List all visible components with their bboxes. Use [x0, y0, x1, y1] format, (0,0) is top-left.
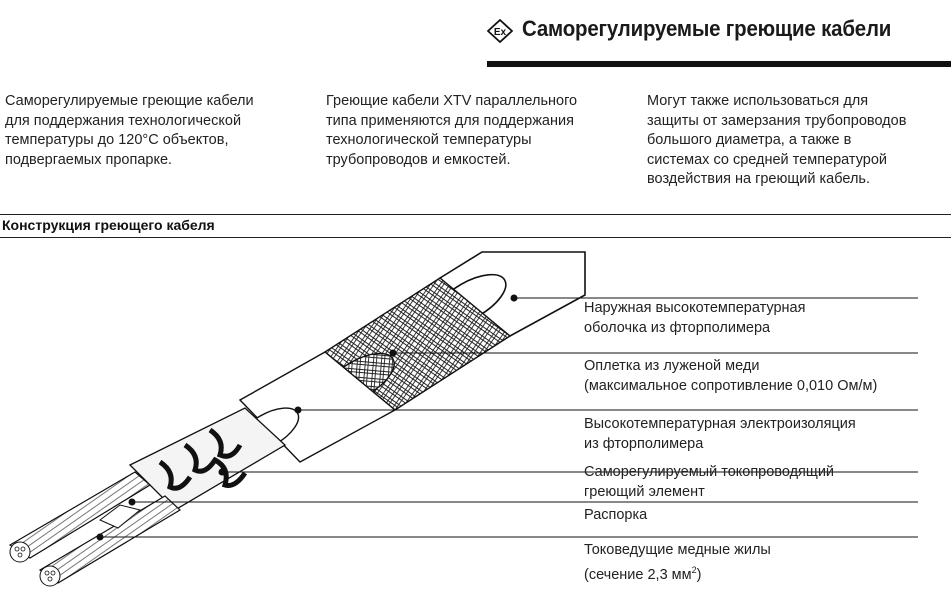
label-conductors: Токоведущие медные жилы (сечение 2,3 $мм^2$)	[584, 542, 771, 583]
label-heating-element: Саморегулируемый токопроводящий греющий элемент	[584, 464, 835, 500]
ex-explosion-proof-icon	[487, 19, 513, 43]
label-spacer: Распорка	[584, 507, 648, 523]
label-outer-jacket: Наружная высокотемпературная оболочка из фторполимера	[584, 300, 806, 336]
label-copper-braid: Оплетка из луженой меди (максимальное сопротивление 0,010 Ом/м)	[584, 358, 878, 394]
intro-paragraph-2: Греющие кабели XTV параллельного типа применяются для поддержания технологической температуры трубопроводов и емкостей.	[326, 93, 578, 168]
section-rule-top	[0, 214, 951, 215]
section-title: Конструкция греющего кабеля	[2, 217, 215, 233]
intro-paragraph-1: Саморегулируемые греющие кабели для поддержания технологической температуры до 120°С объектов, подвергаемых пропарке.	[5, 93, 254, 168]
page-title: Саморегулируемые греющие кабели	[522, 16, 892, 41]
svg-text:Ex: Ex	[493, 27, 507, 38]
section-rule-bottom	[0, 237, 951, 238]
header-rule	[487, 61, 951, 67]
heating-core-shape	[130, 408, 285, 510]
label-insulation: Высокотемпературная электроизоляция из фторполимера	[584, 416, 856, 452]
intro-paragraph-3: Могут также использоваться для защиты от замерзания трубопроводов большого диаметра, а также в системах со средней температурой воздействия на греющий кабель.	[647, 93, 907, 187]
